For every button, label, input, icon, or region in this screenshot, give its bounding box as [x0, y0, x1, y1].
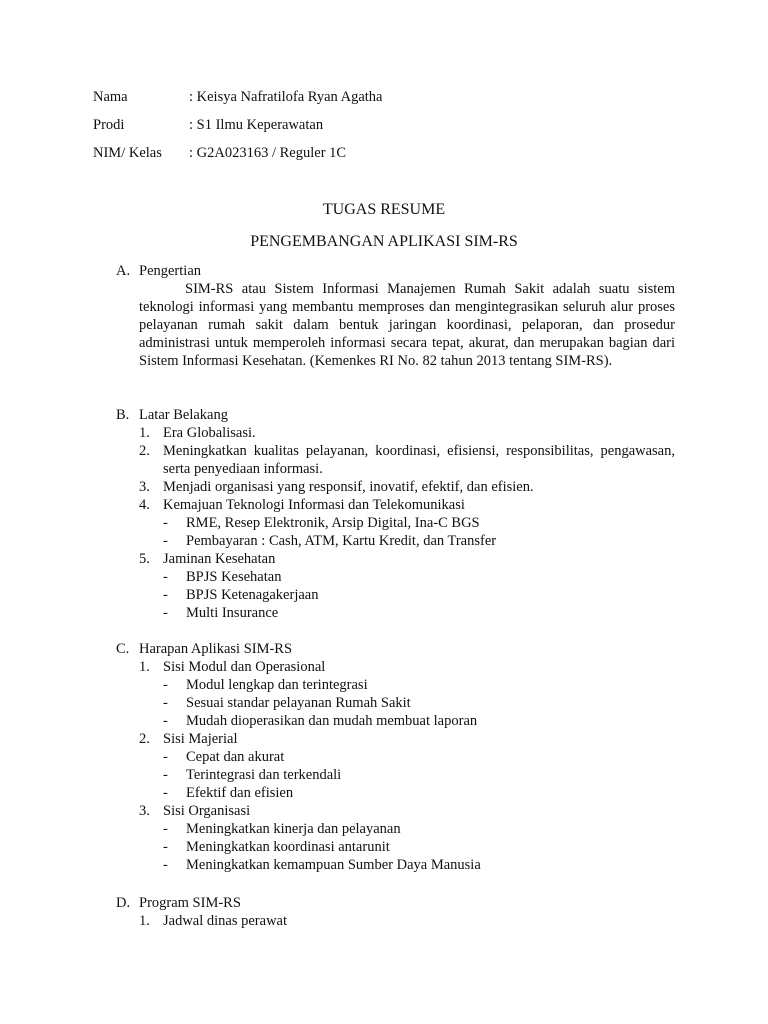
- sub-list-item: Modul lengkap dan terintegrasi: [186, 677, 368, 693]
- prodi-label: Prodi: [93, 117, 125, 133]
- sub-list-item: Sesuai standar pelayanan Rumah Sakit: [186, 695, 411, 711]
- list-item: Sisi Organisasi: [163, 803, 251, 819]
- list-item: Sisi Modul dan Operasional: [163, 659, 326, 675]
- sub-list-item: Multi Insurance: [186, 605, 279, 621]
- list-number: 1.: [139, 913, 150, 929]
- list-item: Meningkatkan kualitas pelayanan, koordinasi, efisiensi, responsibilitas, pengawasan, serta penyediaan informasi.: [163, 443, 675, 477]
- dash-bullet: -: [163, 839, 168, 855]
- list-item: Era Globalisasi.: [163, 425, 256, 441]
- sub-list-item: Meningkatkan kinerja dan pelayanan: [186, 821, 401, 837]
- sub-list-item: Efektif dan efisien: [186, 785, 294, 801]
- list-item: Sisi Majerial: [163, 731, 238, 747]
- sub-list-item: Cepat dan akurat: [186, 749, 285, 765]
- list-number: 1.: [139, 659, 150, 675]
- sub-list-item: RME, Resep Elektronik, Arsip Digital, Ina-C BGS: [186, 515, 480, 531]
- nim-label: NIM/ Kelas: [93, 145, 162, 161]
- list-item: Jadwal dinas perawat: [163, 913, 288, 929]
- dash-bullet: -: [163, 785, 168, 801]
- sub-list-item: Meningkatkan kemampuan Sumber Daya Manusia: [186, 857, 481, 873]
- dash-bullet: -: [163, 695, 168, 711]
- dash-bullet: -: [163, 713, 168, 729]
- dash-bullet: -: [163, 857, 168, 873]
- nama-label: Nama: [93, 89, 128, 105]
- nim-value: : G2A023163 / Reguler 1C: [189, 145, 347, 161]
- document-subtitle: PENGEMBANGAN APLIKASI SIM-RS: [250, 233, 518, 250]
- nama-value: : Keisya Nafratilofa Ryan Agatha: [189, 89, 383, 105]
- section-b-heading: Latar Belakang: [139, 407, 228, 423]
- dash-bullet: -: [163, 515, 168, 531]
- list-number: 1.: [139, 425, 150, 441]
- list-number: 5.: [139, 551, 150, 567]
- sub-list-item: Meningkatkan koordinasi antarunit: [186, 839, 390, 855]
- section-c-heading: Harapan Aplikasi SIM-RS: [139, 641, 293, 657]
- dash-bullet: -: [163, 767, 168, 783]
- section-b-letter: B.: [116, 407, 130, 423]
- section-d-letter: D.: [116, 895, 131, 911]
- sub-list-item: Pembayaran : Cash, ATM, Kartu Kredit, dan Transfer: [186, 533, 497, 549]
- dash-bullet: -: [163, 821, 168, 837]
- sub-list-item: Mudah dioperasikan dan mudah membuat laporan: [186, 713, 478, 729]
- list-number: 4.: [139, 497, 150, 513]
- list-number: 3.: [139, 479, 150, 495]
- list-item: Menjadi organisasi yang responsif, inovatif, efektif, dan efisien.: [163, 479, 534, 495]
- prodi-value: : S1 Ilmu Keperawatan: [189, 117, 324, 133]
- section-d-heading: Program SIM-RS: [139, 895, 241, 911]
- section-a-heading: Pengertian: [139, 263, 202, 279]
- dash-bullet: -: [163, 677, 168, 693]
- dash-bullet: -: [163, 533, 168, 549]
- list-item: Jaminan Kesehatan: [163, 551, 276, 567]
- sub-list-item: BPJS Kesehatan: [186, 569, 282, 585]
- document-title: TUGAS RESUME: [322, 201, 446, 218]
- dash-bullet: -: [163, 605, 168, 621]
- section-a-letter: A.: [116, 263, 131, 279]
- list-number: 2.: [139, 731, 150, 747]
- dash-bullet: -: [163, 587, 168, 603]
- sub-list-item: BPJS Ketenagakerjaan: [186, 587, 319, 603]
- dash-bullet: -: [163, 569, 168, 585]
- section-c-letter: C.: [116, 641, 130, 657]
- section-a-paragraph: SIM-RS atau Sistem Informasi Manajemen Rumah Sakit adalah suatu sistem teknologi informasi yang membantu memproses dan mengintegrasikan seluruh alur proses pelayanan rumah sakit dalam bentuk jaringan koordinasi, pelaporan, dan prosedur administrasi untuk memperoleh informasi secara tepat, akurat, dan merupakan bagian dari Sistem Informasi Kesehatan. (Kemenkes RI No. 82 tahun 2013 tentang SIM-RS).: [139, 281, 675, 369]
- sub-list-item: Terintegrasi dan terkendali: [186, 767, 342, 783]
- list-item: Kemajuan Teknologi Informasi dan Telekomunikasi: [163, 497, 465, 513]
- list-number: 3.: [139, 803, 150, 819]
- dash-bullet: -: [163, 749, 168, 765]
- list-number: 2.: [139, 443, 150, 459]
